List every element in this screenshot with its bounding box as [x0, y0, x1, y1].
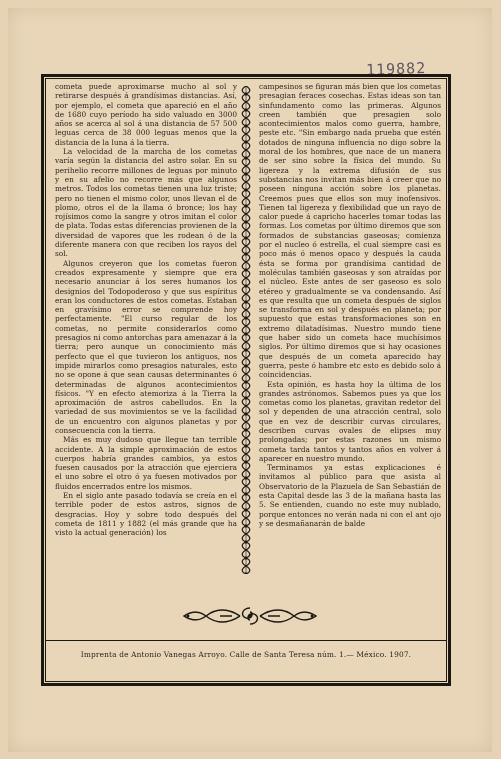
- right-paragraph: Esta opinión, es hasta hoy la última de los grandes astrónomos. Sabemos pues ya que los cometas como los planetas, gravitan redetor del sol y dependen de una atracción central, solo que en vez de describir curvas circulares, describen curvas ovales de elipses muy prolongadas; por estas razones un mismo cometa tarda tantos y tantos años en volver á aparecer en nuestro mundo.: [259, 379, 441, 463]
- ornamental-column-divider: [239, 86, 253, 574]
- decorative-flourish: [180, 604, 320, 628]
- left-paragraph: Más es muy dudoso que llegue tan terrible accidente. A la simple aproximación de estos cuerpos habría grandes cambios, ya estos fuesen causados por la atracción que ejerciera el uno sobre el otro ó ya fuesen motivados por fluidos encerrados entre los mismos.: [55, 435, 237, 491]
- left-paragraph: La velocidad de la marcha de los cometas varía según la distancia del astro solar. En su perihelio recorre millones de leguas por minuto y en su afelio no recorre más que algunos metros. Todos los cometas tienen una luz triste; pero no tienen el mismo color, unos llevan el de plomo, otros el de la llama ó bronce; los hay rojísimos como la sangre y otros imitan el color de plata. Todas estas diferencias provienen de la diversidad de vapores que les rodean ó de la diferente manera con que reciben los rayos del sol.: [55, 147, 237, 259]
- right-paragraph: Terminamos ya estas explicaciones é invitamos al público para que asista al Observatorio de la Plazuela de San Sebastián de esta Capital desde las 3 de la mañana hasta las 5. Se entienden, cuando no este muy nublado, porque entonces no verán nada ni con el ant ojo y se desmañanarán de balde: [259, 463, 441, 528]
- right-paragraph: campesinos se figuran más bien que los cometas presagian feraces cosechas. Estas ideas son tan sinfundamento como las primeras. Algunos creen también que presagien solo acontecimientos malos como guerra, hambre, peste etc. "Sin embargo nada prueba que estén dotados de ninguna influencia no digo sobre la moral de los hombres, que nace de un manera de ser sino sobre la física del mundo. Su ligereza y la extrema difusión de sus substancias nos invitan más bien á creer que no poseen ninguna acción sobre los planetas. Creemos pues que ellos son muy inofensivos. Tienen tal ligereza y flexibilidad que un rayo de calor puede á capricho hacerles tomar todas las formas. Los cometas por último diremos que son formados de substancias gaseosas; comienza por el nucleo ó estrella, el cual siempre casi es poco más ó menos opaco y después la cauda ésta se forma por grandísima cantidad de moléculas también gaseosas y son atraídas por el núcleo. Este antes de ser gaseoso es solo etéreo y gradualmente se va condensando. Así es que resulta que un cometa después de siglos se transforma en sol y después en planeta; por supuesto que estas transformaciones son en extremo dilatadísimas. Nuestro mundo tiene que haber sido un cometa hace muchísimos siglos. Por último diremos que si hay ocasiones que después de un cometa aparecido hay guerra, peste ó hambre etc esto es debido solo á coincidencias.: [259, 82, 441, 380]
- left-paragraph: Algunos creyeron que los cometas fueron creados expresamente y siempre que era necesario anunciar á los seres humanos los designios del Todopoderoso y que sus espíritus eran los conductores de estos cometas. Estaban en gravísimo error se comprende hoy perfectamente. "El curso regular de los cometas, no permite considerarlos como presagios ni como antorchas para amenazar á la tierra; pero aunque un conocimiento más perfecto que el que tuvieron los antiguos, nos impide mirarlos como presagios naturales, esto no se opone á que sean causas determinantes ó determinadas de algunos acontecimientos físicos. "Y en efecto atemoriza á la Tierra la aproximación de astros cabelludos. En la variedad de sus movimientos se ve la facilidad de un encuentro con algunos planetas y por consecuencia con la tierra.: [55, 258, 237, 435]
- catalog-number: 119882: [365, 58, 427, 80]
- left-paragraph: cometa puede aproximarse mucho al sol y retirarse después á grandísimas distancias. Así, por ejemplo, el cometa que apareció en el año de 1680 cuyo período ha sido valuado en 3000 años se acerca al sol á una distancia de 57 500 leguas cerca de 38 000 leguas menos que la distancia de la luna á la tierra.: [55, 82, 237, 147]
- right-column: [259, 82, 441, 578]
- left-paragraph: En el siglo ante pasado todavía se creía en el terrible poder de estos astros, signos de desgracias. Hoy y sobre todo después del cometa de 1811 y 1882 (el más grande que ha visto la actual generación) los: [55, 491, 237, 538]
- footer-rule: [46, 640, 446, 641]
- left-column: [55, 82, 237, 578]
- printer-imprint: Imprenta de Antonio Vanegas Arroyo. Calle de Santa Teresa núm. 1.— México. 1907.: [80, 650, 412, 659]
